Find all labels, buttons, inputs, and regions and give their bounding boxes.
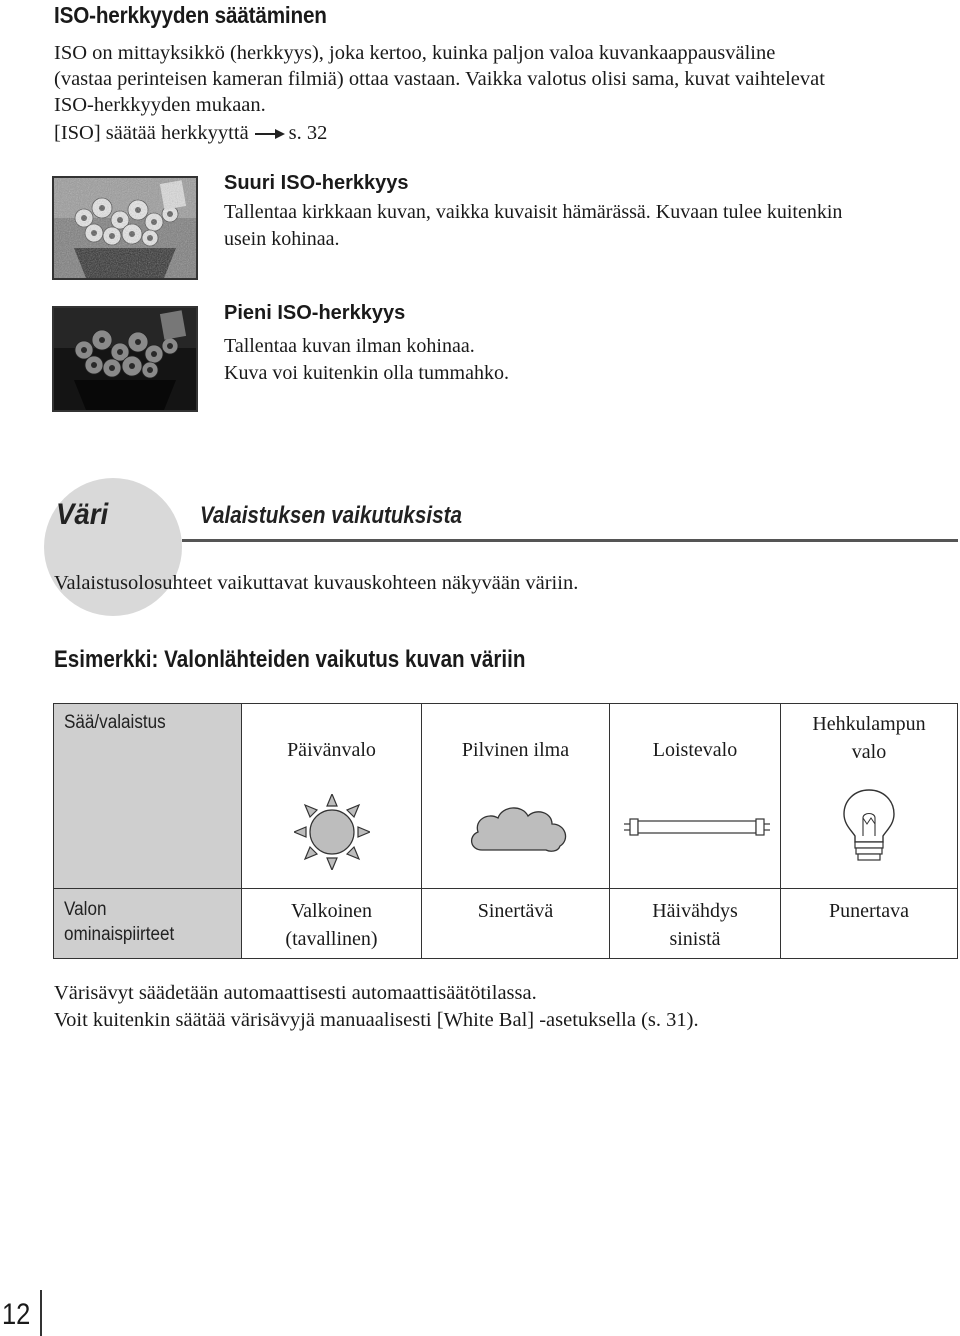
page-number-divider [40,1290,42,1336]
iso-reference-page: s. 32 [288,122,328,144]
low-iso-photo [52,306,198,412]
high-iso-text-line-1: Tallentaa kirkkaan kuvan, vaikka kuvaisit hämärässä. Kuvaan tulee kuitenkin [224,201,843,223]
footer-note-line-2: Voit kuitenkin säätää värisävyjä manuaalisesti [White Bal] -asetuksella (s. 31). [54,1009,699,1031]
low-iso-text-line-2: Kuva voi kuitenkin olla tummahko. [224,362,509,384]
high-iso-text-line-2: usein kohinaa. [224,228,340,250]
trait-daylight-line-2: (tavallinen) [285,928,378,950]
section-title: Valaistuksen vaikutuksista [200,502,462,529]
light-bulb-icon [841,788,897,864]
trait-incandescent [780,888,958,959]
low-iso-text-line-1: Tallentaa kuvan ilman kohinaa. [224,335,475,357]
low-iso-title: Pieni ISO-herkkyys [224,302,406,324]
trait-cloudy-line-1: Sinertävä [477,900,554,922]
row-header-traits-line-2: ominaispiirteet [64,924,175,945]
cell-incandescent [780,703,958,889]
trait-cloudy [421,888,610,959]
trait-fluorescent [609,888,781,959]
cloudy-label: Pilvinen ilma [461,739,570,761]
light-source-table [53,703,958,959]
cell-cloudy [421,703,610,889]
iso-reference [54,120,327,146]
row-header-traits [53,888,242,959]
example-title: Esimerkki: Valonlähteiden vaikutus kuvan väriin [54,646,526,673]
footer-note-line-1: Värisävyt säädetään automaattisesti automaattisäätötilassa. [54,982,537,1004]
iso-heading: ISO-herkkyyden säätäminen [54,2,327,28]
iso-intro-line-2: (vastaa perinteisen kameran filmiä) ottaa vastaan. Vaikka valotus olisi sama, kuvat vaihtelevat [54,68,825,90]
fluorescent-label: Loistevalo [652,739,738,761]
incandescent-label-line-1: Hehkulampun [812,713,926,735]
high-iso-photo [52,176,198,280]
cell-daylight [241,703,422,889]
row-header-traits-line-1: Valon [64,899,107,920]
iso-intro-line-3: ISO-herkkyyden mukaan. [54,94,266,116]
iso-intro-line-1: ISO on mittayksikkö (herkkyys), joka kertoo, kuinka paljon valoa kuvankaappausväline [54,42,776,64]
cloud-icon [466,802,570,854]
incandescent-label-line-2: valo [851,741,887,763]
section-tag: Väri [56,498,109,531]
high-iso-title: Suuri ISO-herkkyys [224,172,409,194]
trait-incandescent-line-1: Punertava [829,900,909,922]
trait-fluorescent-line-1: Häivähdys [652,900,738,922]
row-header-lighting-label: Sää/valaistus [64,712,166,733]
sun-icon [294,794,370,870]
fluorescent-tube-icon [624,816,770,838]
daylight-label: Päivänvalo [287,739,376,761]
trait-daylight [241,888,422,959]
color-intro: Valaistusolosuhteet vaikuttavat kuvauskohteen näkyvään väriin. [54,572,579,594]
page-number: 12 [2,1298,31,1331]
section-divider [182,539,958,542]
row-header-lighting [53,703,242,889]
trait-fluorescent-line-2: sinistä [669,928,721,950]
iso-reference-text: [ISO] säätää herkkyyttä [54,122,249,144]
cell-fluorescent [609,703,781,889]
trait-daylight-line-1: Valkoinen [290,900,373,922]
arrow-right-icon [255,128,285,140]
